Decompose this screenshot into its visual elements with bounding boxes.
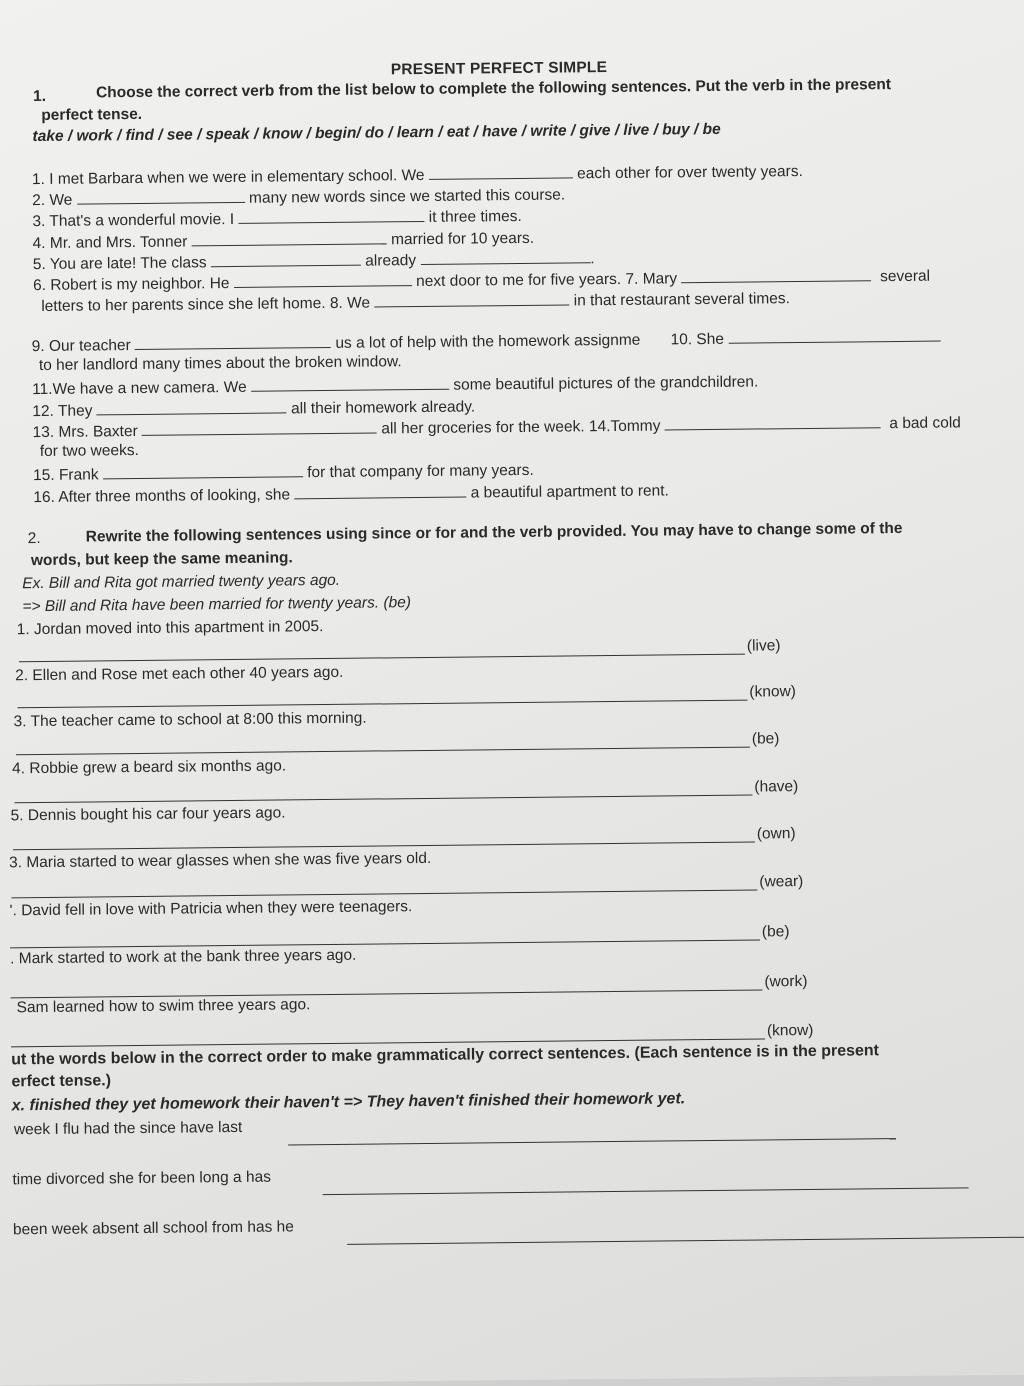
answer-blank-8[interactable] [374,289,569,307]
answer-blank-1[interactable] [429,162,573,180]
question-15: 15. Frank for that company for many years. [32,461,534,485]
answer-blank-11[interactable] [251,374,449,392]
order-answer-3[interactable] [347,1237,1024,1245]
rewrite-answer-4[interactable] [14,795,752,804]
section1-instruction: Choose the correct verb from the list below to complete the following sentences. Put the verb in the present [95,76,892,102]
rewrite-answer-8[interactable] [11,989,763,998]
rewrite-question-6: 3. Maria started to wear glasses when she was five years old. [9,849,432,872]
rewrite-question-9: Sam learned how to swim three years ago. [16,996,311,1017]
rewrite-answer-3[interactable] [16,747,750,756]
rewrite-verb-1: (live) [746,637,781,655]
answer-blank-10[interactable] [728,326,940,344]
rewrite-question-8: . Mark started to work at the bank three years ago. [10,946,357,968]
answer-blank-6[interactable] [234,270,412,288]
section1-instruction-cont: perfect tense. [41,105,143,124]
rewrite-answer-2[interactable] [17,700,747,709]
section2-instruction: Rewrite the following sentences using since or for and the verb provided. You may have to change some of the [85,519,903,546]
answer-blank-12[interactable] [97,397,287,415]
rewrite-verb-4: (have) [754,778,799,796]
question-2: 2. We many new words since we started this course. [32,186,566,210]
answer-blank-5a[interactable] [211,250,361,268]
question-3: 3. That's a wonderful movie. I it three times. [32,207,522,231]
section3-instruction-cont: erfect tense.) [11,1072,112,1091]
question-4: 4. Mr. and Mrs. Tonner married for 10 years. [32,229,535,253]
section2-instruction-cont: words, but keep the same meaning. [30,549,293,570]
question-10-cont: to her landlord many times about the broken window. [38,353,402,375]
rewrite-question-2: 2. Ellen and Rose met each other 40 years ago. [15,663,344,685]
rewrite-question-1: 1. Jordan moved into this apartment in 2005. [16,618,324,639]
order-question-1: week I flu had the since have last [13,1118,243,1139]
answer-blank-13[interactable] [142,417,377,435]
question-5: 5. You are late! The class already . [33,247,595,274]
section2-example-answer: => Bill and Rita have been married for twenty years. (be) [22,594,412,616]
question-7-8: letters to her parents since she left home. 8. We in that restaurant several times. [41,290,791,315]
rewrite-verb-9: (know) [766,1021,814,1040]
rewrite-question-3: 3. The teacher came to school at 8:00 this morning. [13,709,367,731]
rewrite-answer-1[interactable] [19,654,745,663]
answer-blank-14[interactable] [665,412,881,430]
question-16: 16. After three months of looking, she a beautiful apartment to rent. [33,482,669,507]
section3-example: x. finished they yet homework their haven't => They haven't finished their homework yet. [11,1090,686,1115]
order-question-3: been week absent all school from has he [12,1218,294,1239]
answer-blank-15[interactable] [103,461,303,479]
question-11: 11.We have a new camera. We some beautiful pictures of the grandchildren. [32,373,759,399]
order-answer-1[interactable] [288,1138,896,1145]
rewrite-verb-5: (own) [756,825,796,843]
section2-number: 2. [27,529,41,548]
order-answer-2[interactable] [323,1187,969,1195]
answer-blank-9[interactable] [135,332,331,350]
section2-example: Ex. Bill and Rita got married twenty years ago. [22,571,341,593]
question-9-10: 9. Our teacher us a lot of help with the homework assignme 10. She [32,326,941,357]
question-14-cont: for two weeks. [39,441,139,461]
answer-blank-16[interactable] [294,482,466,500]
rewrite-verb-6: (wear) [759,873,804,891]
question-6-7: 6. Robert is my neighbor. He next door to me for five years. 7. Mary several [33,265,930,295]
answer-blank-2[interactable] [77,187,245,205]
rewrite-question-7: '. David fell in love with Patricia when they were teenagers. [9,898,413,920]
question-12: 12. They all their homework already. [32,398,476,421]
order-question-2: time divorced she for been long a has [12,1168,272,1189]
question-13-14: 13. Mrs. Baxter all her groceries for the week. 14.Tommy a bad cold [32,411,960,442]
answer-blank-4[interactable] [192,228,387,246]
section1-number: 1. [33,87,47,106]
answer-blank-5b[interactable] [420,247,590,265]
question-1: 1. I met Barbara when we were in elementary school. We each other for over twenty years. [31,162,803,189]
rewrite-verb-8: (work) [764,972,808,991]
rewrite-answer-6[interactable] [11,890,757,899]
answer-blank-3[interactable] [238,206,424,224]
rewrite-verb-2: (know) [749,683,796,701]
rewrite-verb-7: (be) [761,923,790,941]
rewrite-answer-7[interactable] [10,939,760,948]
section3-instruction: ut the words below in the correct order to make grammatically correct sentences. (Each sentence is in the present [11,1042,880,1069]
rewrite-verb-3: (be) [751,730,780,748]
answer-blank-7[interactable] [681,265,871,283]
rewrite-question-5: 5. Dennis bought his car four years ago. [10,804,286,825]
verb-list: take / work / find / see / speak / know / begin/ do / learn / eat / have / write / give / live / buy / be [32,120,721,146]
worksheet-title: PRESENT PERFECT SIMPLE [390,59,608,79]
rewrite-answer-5[interactable] [13,842,755,851]
rewrite-question-4: 4. Robbie grew a beard six months ago. [12,757,287,778]
